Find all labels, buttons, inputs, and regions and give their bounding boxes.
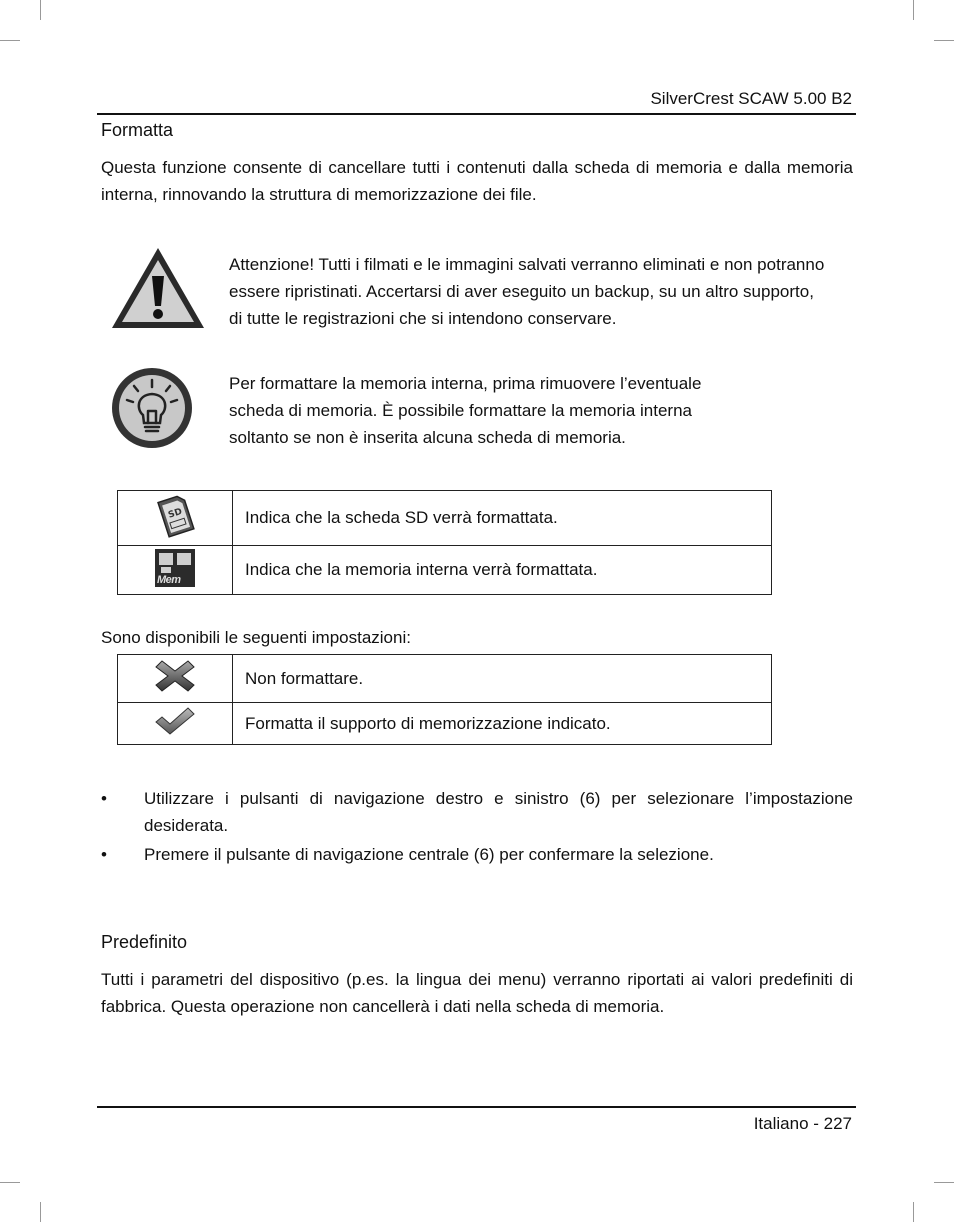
table-row: [118, 491, 772, 546]
media-row-text: Indica che la memoria interna verrà formattata.: [233, 546, 772, 595]
internal-memory-badge: Mem: [157, 573, 181, 586]
section-heading-defaults: Predefinito: [101, 932, 188, 952]
warning-icon: [110, 246, 206, 330]
cross-icon: [154, 679, 196, 698]
instruction-list: [101, 785, 853, 870]
section-heading-format: Formatta: [101, 120, 174, 140]
settings-table: [117, 654, 772, 745]
list-item-text: Premere il pulsante di navigazione centrale (6) per confermare la selezione.: [144, 845, 714, 864]
settings-intro: Sono disponibili le seguenti impostazioni:: [101, 628, 411, 647]
footer-rule: [97, 1106, 856, 1108]
header-rule: [97, 113, 856, 115]
internal-memory-icon: [155, 549, 195, 587]
table-row: [118, 703, 772, 745]
tip-text: Per formattare la memoria interna, prima rimuovere l’eventuale scheda di memoria. È possibile formattare la memoria interna soltanto se non è inserita alcuna scheda di memoria.: [229, 374, 702, 447]
crop-mark: [913, 1202, 914, 1222]
crop-mark: [40, 1202, 41, 1222]
header-title: SilverCrest SCAW 5.00 B2: [650, 89, 852, 108]
list-item: [101, 785, 853, 839]
crop-mark: [0, 40, 20, 41]
table-row: [118, 655, 772, 703]
bullet-glyph: •: [101, 845, 107, 864]
setting-row-text: Formatta il supporto di memorizzazione indicato.: [233, 703, 772, 745]
lightbulb-icon: [110, 365, 194, 449]
svg-text:SD: SD: [167, 506, 184, 521]
list-item: [101, 841, 853, 868]
warning-text: Attenzione! Tutti i filmati e le immagini salvati verranno eliminati e non potranno essere ripristinati. Accertarsi di aver eseguito un backup, su un altro supporto, di tutte le registrazioni che si intendono conservare.: [229, 255, 825, 328]
sd-card-icon: [153, 506, 197, 542]
page-number: Italiano - 227: [753, 1114, 852, 1133]
crop-mark: [40, 0, 41, 20]
checkmark-icon: [154, 721, 196, 740]
crop-mark: [913, 0, 914, 20]
bullet-glyph: •: [101, 789, 107, 808]
table-row: [118, 546, 772, 595]
media-table: [117, 490, 772, 595]
list-item-text: Utilizzare i pulsanti di navigazione destro e sinistro (6) per selezionare l’impostazione desiderata.: [144, 789, 853, 835]
setting-row-text: Non formattare.: [233, 655, 772, 703]
crop-mark: [934, 40, 954, 41]
media-row-text: Indica che la scheda SD verrà formattata.: [233, 491, 772, 546]
defaults-description: Tutti i parametri del dispositivo (p.es. la lingua dei menu) verranno riportati ai valori predefiniti di fabbrica. Questa operazione non cancellerà i dati nella scheda di memoria.: [101, 970, 853, 1016]
crop-mark: [0, 1182, 20, 1183]
crop-mark: [934, 1182, 954, 1183]
format-description: Questa funzione consente di cancellare tutti i contenuti dalla scheda di memoria e dalla memoria interna, rinnovando la struttura di memorizzazione dei file.: [101, 158, 853, 204]
